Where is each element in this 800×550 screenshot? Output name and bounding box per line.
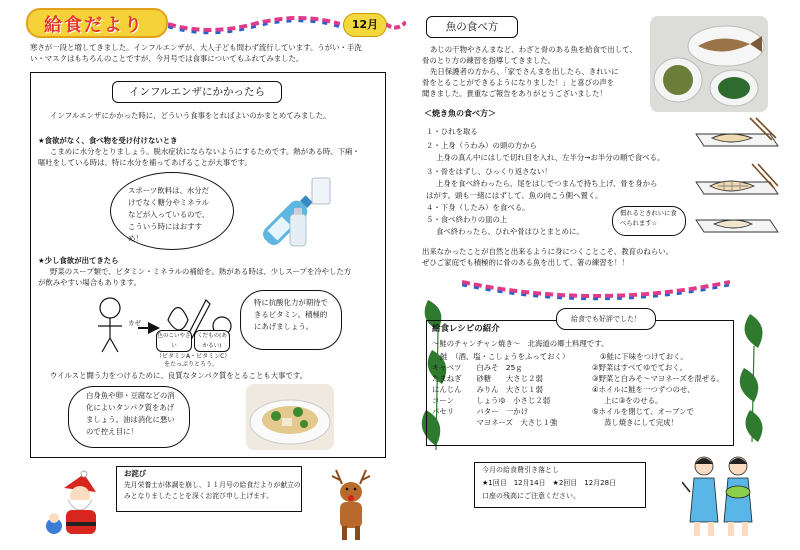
veg-caption-2: をたっぷりとろう。 [164,361,219,368]
section2-title: ★少し食欲が出てきたら [38,256,119,265]
garland-decoration-right [462,276,730,306]
newsletter-title: 給食だより [44,15,144,36]
recipe-row: マヨネーズ 大さじ１強 蒸し焼きにして完成！ [432,418,678,427]
fish-closing-1: 出来なかったことが自然と出来るように身につくことこそ、教育のねらい。 [422,247,673,256]
apology-title: お詫び [124,469,147,478]
step-5a: ５・食べ終わりの皿の上 [426,215,508,224]
reindeer-illustration [322,466,380,542]
fish-p2-line-2: 骨をとることができるようになりました！」と喜びの声を [422,78,615,87]
section2-line-1: 野菜のスープ類で、ビタミン・ミネラルの補給を。熱がある時は、少しスープを冷やした方 [50,267,352,276]
apology-line-1: 先月栄養士が体調を崩し、１１月号の給食だよりが献立の [124,481,301,489]
recipe-row: コーン しょうゆ 小さじ２弱 上に③をのせる。 [432,396,663,405]
recipe-row: たまねぎ 砂糖 大さじ２弱 ③野菜と白みそ～マヨネーズを混ぜる。 [432,374,724,383]
section1-line-1: こまめに水分をとりましょう。脱水症状にならないようにするためです。熱がある時、下痢・ [50,147,360,156]
recipe-row: 鮭 （酒、塩・こしょうをふっておく） ①鮭に下味をつけておく。 [440,352,688,361]
step-5b: 食べ終わったら、ひれや骨はひとまとめに。 [436,227,584,236]
apology-line-2: みとなりましたことを深くお詫び申し上げます。 [124,492,273,500]
fish-meal-photo [650,16,768,112]
vitamins-note: 特に抗酸化力が期待できるビタミン。積極的にあげましょう。 [254,298,328,331]
recipe-table [432,351,728,428]
step-3c: はがす。頭も一緒にはずして、魚の向こう側へ置く。 [426,191,603,200]
tofu-dish-photo [246,384,334,450]
payment-title: 今月の給食費引き落とし [482,466,559,474]
intro-line-2: い・マスクはもちろんのことですが、今月号では食事についてもふれてみました。 [30,54,304,63]
veg-label-dark: 色のこいやさい [156,330,192,352]
fish-p1-line-1: あじの干物やさんまなど、わざと骨のある魚を給食で出して、 [430,45,637,54]
influenza-heading: インフルエンザにかかったら [112,81,282,103]
step-4: ４・下身（したみ）を食べる。 [426,203,530,212]
step-1: １・ひれを取る [426,127,478,136]
month-badge: 12月 [343,13,387,37]
section1-title: ★食欲がなく、食べ物を受け付けないとき [38,136,178,145]
fish-p1-line-2: 骨のとり方の練習を指導してきました。 [422,56,556,65]
section2-line-2: が飲みやすい場合もあります。 [38,278,141,287]
payment-dates: ★1回目 12月14日 ★2回目 12月28日 [482,479,617,487]
howto-title: ＜焼き魚の食べ方＞ [424,109,496,118]
veg-label-fruit: くだもの(あかるい) [194,330,230,352]
fish-closing-2: ぜひご家庭でも積極的に骨のある魚を出して、箸の練習を！！ [422,258,629,267]
garland-decoration [168,14,340,36]
protein-note: 白身魚や卵・豆腐などの消化によいタンパク質をあげましょう。油は消化に悪いので控え目に！ [86,391,175,436]
step-3a: ３・骨をはずし、ひっくり返さない！ [426,167,552,176]
step-3b: 上身を食べ終わったら、尾をはしでつまんで持ち上げ、骨を身から [436,179,658,188]
kaze-label: カゼ [128,319,141,327]
intro-line-1: 寒さが一段と増してきました。インフルエンザが、大人子ども問わず流行しています。うがい・手洗 [30,43,362,52]
section1-line-2: 嘔吐をしている時は、特に水分を補ってあげることが大事です。 [38,158,252,167]
section3-line: ウイルスと闘う力をつけるために、良質なタンパク質をとることも大事です。 [50,371,308,380]
fish-bubble-text: 慣れるときれいに食べられます☆ [620,210,677,227]
garland-decoration-end [386,14,406,34]
recipe-popular-bubble: 給食でも好評でした！ [556,308,656,330]
santa-illustration [44,470,116,542]
step-2a: ２・上身（うわみ）の頭の方から [426,141,537,150]
cooking-children-illustration [682,452,762,540]
influenza-intro: インフルエンザにかかった時に、どういう食事をとればよいのかまとめてみました。 [50,111,331,120]
recipe-row: パセリ バター 一かけ ⑤ホイルを閉じて、オーブンで [432,407,694,416]
step-2b: 上身の真ん中にはしで切れ目を入れ、左半分→お半分の順で食べる。 [436,153,665,162]
fish-heading: 魚の食べ方 [426,16,518,38]
sports-drink-note: スポーツ飲料は、水分だけでなく糖分やミネラルなどが入っているので、こういう時にはおすすめ！ [128,186,210,243]
recipe-heading: 給食レシピの紹介 [432,324,500,334]
sports-drink-bottles-image [248,170,338,250]
recipe-name: ～鮭のチャンチャン焼き～ 北海道の郷土料理です。 [432,339,609,348]
recipe-row: にんじん みりん 大さじ１弱 ④ホイルに鮭を一つずつのせ、 [432,385,695,394]
fish-p2-line-1: 先日保護者の方から、「家でさんまを出したら、きれいに [430,67,619,76]
fish-p2-line-3: 聞きました。貴重なご報告をありがとうございました！ [422,89,607,98]
fish-eating-steps-illustration [690,116,784,234]
veg-caption-1: （ビタミンA・ビタミンC） [156,353,231,360]
payment-note: 口座の残高にご注意ください。 [482,492,580,500]
recipe-row: キャベツ 白みそ 25ｇ ②野菜はすべてゆでておく。 [432,363,688,372]
